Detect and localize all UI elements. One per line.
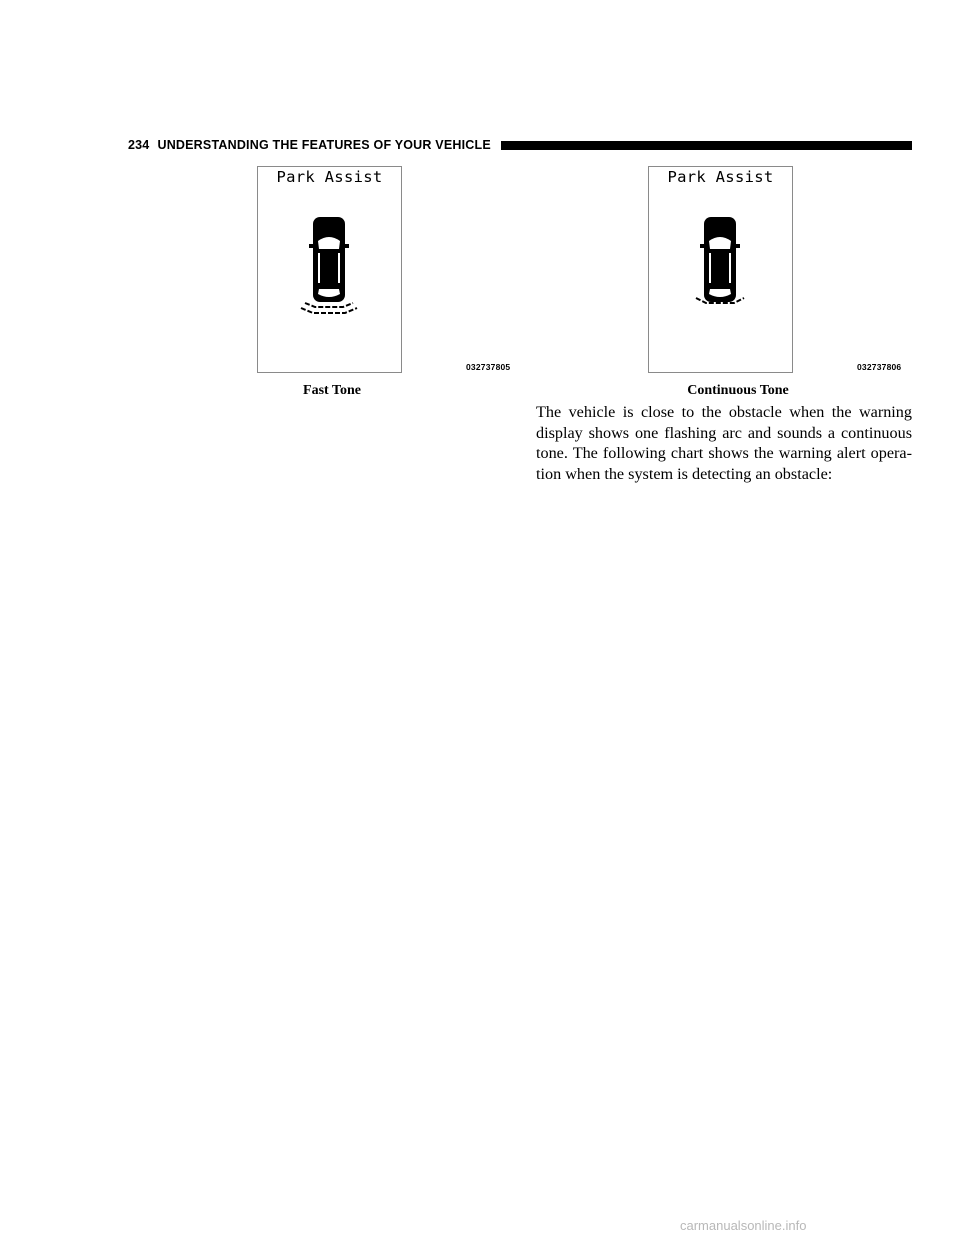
figure-caption: Fast Tone — [303, 383, 361, 398]
header-rule — [501, 141, 912, 150]
page-number: 234 — [128, 138, 150, 152]
image-code: 032737805 — [466, 362, 511, 372]
body-paragraph: The vehicle is close to the obstacle when the warning display shows one flashing arc and sounds a continuous tone. The following chart shows the warning alert opera-tion when the system is detecting an obstacle: — [536, 403, 912, 483]
image-code: 032737806 — [857, 362, 902, 372]
park-assist-display-continuous-tone — [648, 166, 793, 373]
park-assist-display-fast-tone — [257, 166, 402, 373]
watermark: carmanualsonline.info — [680, 1218, 807, 1233]
figure-caption: Continuous Tone — [687, 383, 789, 398]
section-title: UNDERSTANDING THE FEATURES OF YOUR VEHICLE — [157, 138, 491, 152]
page-header — [128, 136, 912, 154]
car-top-view-icon — [649, 167, 794, 374]
car-top-view-icon — [258, 167, 403, 374]
display-title: Park Assist — [276, 168, 383, 186]
display-title: Park Assist — [667, 168, 774, 186]
